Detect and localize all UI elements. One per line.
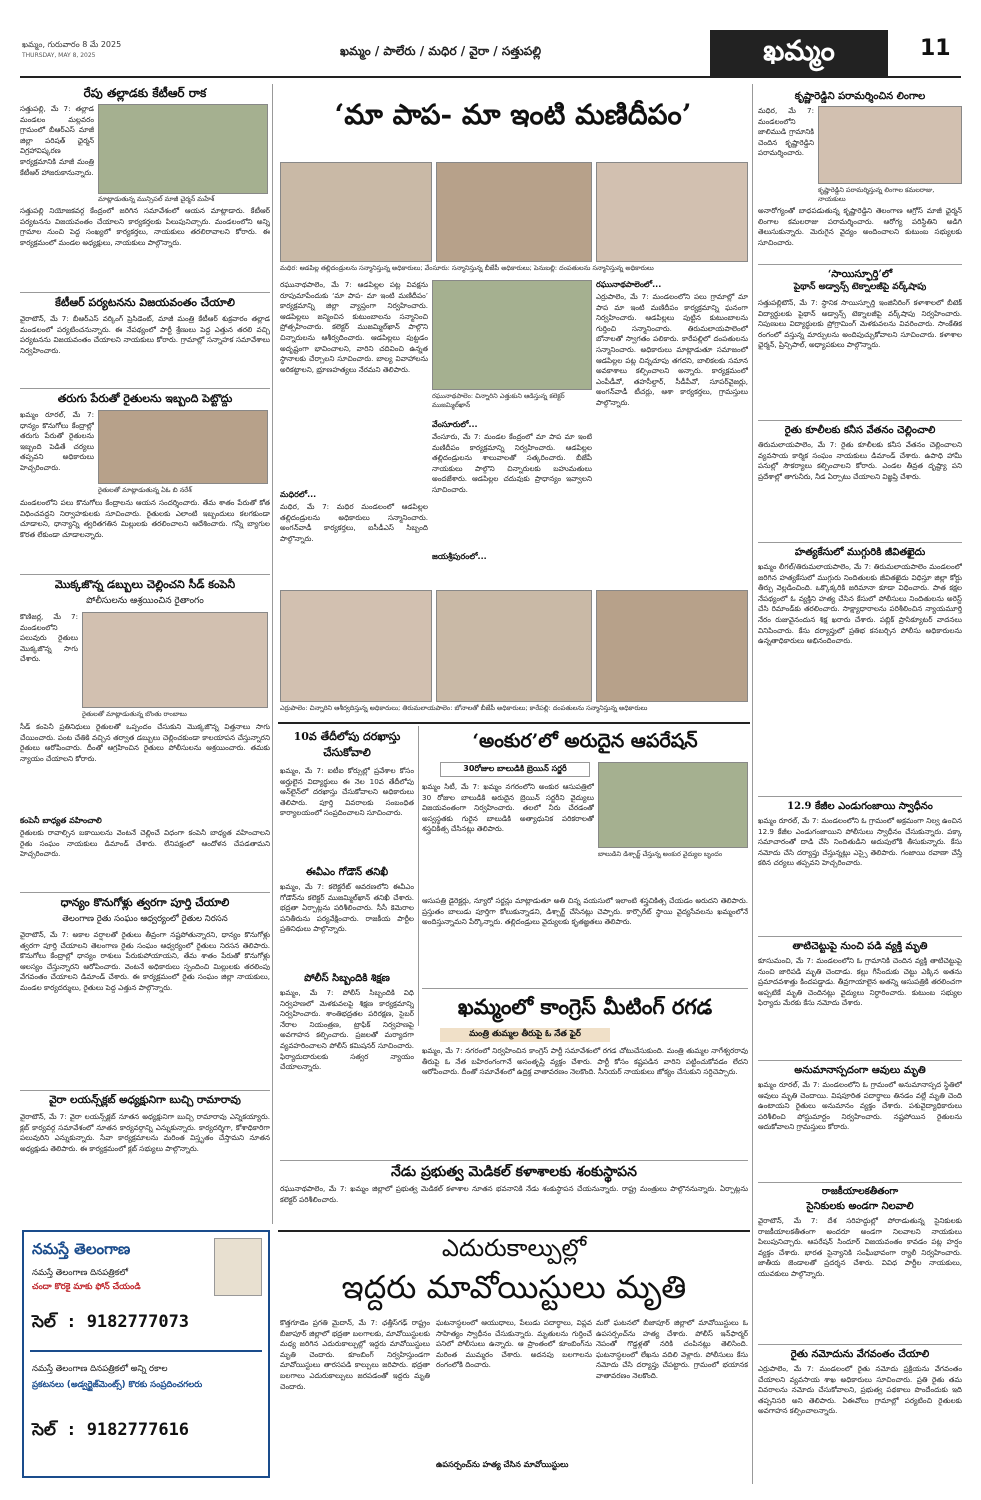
left-story-4-body-3: రైతులకు రావాల్సిన బకాయిలను వెంటనే చెల్లించే విధంగా కంపెనీ బాధ్యత వహించాలని రైతు సంఘం నాయకులు డిమాండ్ చేశారు. లేనిపక్షంలో ఆందోళన చేపడతామని హెచ్చరించారు. (20, 828, 270, 859)
left-story-1-caption: మాట్లాడుతున్న మున్సిపల్ మాజీ చైర్మన్ మహేశ్ (98, 195, 215, 203)
kicker-madhira: మధిరలో... (280, 490, 317, 499)
right-rule-2 (758, 420, 962, 421)
left-story-3-caption: రైతులతో మాట్లాడుతున్న ఏఓ బి నరేశ్ (98, 486, 192, 494)
header-places: ఖమ్మం / పాలేరు / మధిర / వైరా / సత్తుపల్లి (340, 44, 542, 58)
ad-line-2: చందా కొరకై మాకు ఫోన్ చేయండి (32, 1282, 141, 1292)
left-story-3-body: ఖమ్మం రూరల్, మే 7: ధాన్యం కొనుగోలు కేంద్రాల్లో తరుగు పేరుతో రైతులను ఇబ్బంది పెడితే చర్యలు తప్పవని అధికారులు హెచ్చరించారు. (20, 410, 94, 472)
left-story-2-title: కేటీఆర్ పర్యటనను విజయవంతం చేయాలి (55, 296, 235, 309)
right-rule-5 (758, 936, 962, 937)
right-story-7-title: అనుమానాస్పదంగా ఆవులు మృతి (794, 1065, 926, 1076)
right-story-9-body: ఎర్రుపాలెం, మే 7: మండలంలో రైతు నమోదు ప్రక్రియను వేగవంతం చేయాలని వ్యవసాయ శాఖ అధికారులు సూచించారు. ప్రతి రైతు తమ వివరాలను నమోదు చేసుకోవాలని, ప్రభుత్వ పథకాలు పొందేందుకు ఇది తప్పనిసరి అని తెలిపారు. ఏఈవోలు గ్రామాల్లో పర్యటించి రైతులకు అవగాహన కల్పించాలన్నారు. (758, 1364, 962, 1416)
lead-story-title: ‘మా పాప- మా ఇంటి మణిదీపం’ (334, 98, 692, 131)
right-story-5-title: 12.9 కేజీల ఎండుగంజాయి స్వాధీనం (787, 801, 933, 812)
congress-story-title: ఖమ్మంలో కాంగ్రెస్ మీటింగ్ రగడ (457, 994, 713, 1019)
lead-photo-6 (596, 590, 748, 702)
right-story-1-body: మధిర, మే 7: మండలంలోని జాలిముడి గ్రామానికి చెందిన కృష్ణారెడ్డిని పరామర్శించారు. (758, 106, 814, 158)
left-story-4-subtitle: పోలీసులను ఆశ్రయించిన రైతాంగం (86, 596, 204, 606)
dateline-english: THURSDAY, MAY 8, 2025 (22, 52, 96, 59)
left-story-6-title: వైరా లయన్స్‌క్లబ్ అధ్యక్షునిగా బుచ్చి రామారావు (49, 1094, 241, 1106)
maoist-story-title-line-2: ఇద్దరు మావోయిస్టులు మృతి (341, 1268, 687, 1306)
left-story-4-photo (82, 612, 268, 708)
maoist-story-body-col-1: కొత్తగూడెం ప్రగతి మైదాన్, మే 7: ఛత్తీస్‌గఢ్ రాష్ట్రం బీజాపూర్ జిల్లాలో భద్రతా బలగాలకు, మావోయిస్టులకు మధ్య జరిగిన ఎదురుకాల్పుల్లో ఇద్దరు మావోయిస్టులు మృతి చెందారు. కూంబింగ్ నిర్వహిస్తుండగా మావోయిస్టులు తారసపడి కాల్పులు జరిపారు. భద్రతా బలగాలు ఎదురుకాల్పులు జరపడంతో ఇద్దరు మృతి చెందారు. (280, 1318, 430, 1391)
ankura-photo-caption: బాలుడిని డిశ్చార్జ్ చేస్తున్న అంకుర వైద్యుల బృందం (598, 850, 723, 858)
center-col-rule (752, 84, 753, 1484)
lead-photo-center-caption: రఘునాథపాలెం: చిన్నారిని ఎత్తుకుని ఆడిస్తున్న కలెక్టర్ ముజమ్మిల్‌ఖాన్ (432, 392, 565, 409)
story-police-body: ఖమ్మం, మే 7: పోలీస్ సిబ్బందికి విధి నిర్వహణలో మెళకువలపై శిక్షణ కార్యక్రమాన్ని నిర్వహించారు. శాంతిభద్రతల పరిరక్షణ, సైబర్ నేరాల నియంత్రణ, ట్రాఫిక్ నిర్వహణపై అవగాహన కల్పించారు. ప్రజలతో మర్యాదగా వ్యవహరించాలని పోలీస్ కమిషనర్ సూచించారు. ఫిర్యాదుదారులకు సత్వర న్యాయం చేయాలన్నారు. (280, 988, 414, 1072)
ad-line-1: నమస్తే తెలంగాణ దినపత్రికలో (32, 1268, 128, 1278)
kicker-jayasripuram: జయశ్రీపురంలో... (432, 552, 487, 561)
left-story-1-title: రేపు తల్లాడకు కేటీఆర్ రాక (83, 86, 207, 100)
right-story-1-title: కృష్ణారెడ్డిని పరామర్శించిన లింగాల (794, 91, 926, 102)
left-story-5-title: ధాన్యం కొనుగోళ్లు త్వరగా పూర్తి చేయాలి (60, 896, 230, 909)
right-rule-8 (758, 1344, 962, 1345)
dateline: ఖమ్మం, గురువారం 8 మే 2025 (22, 40, 122, 49)
right-story-8-title-2: సైనికులకు అండగా నిలవాలి (806, 1201, 914, 1212)
right-story-6-body: కూసుమంచి, మే 7: మండలంలోని ఓ గ్రామానికి చెందిన వ్యక్తి తాటిచెట్టుపై నుంచి జారిపడి మృతి చెందాడు. కల్లు గీసేందుకు చెట్టు ఎక్కిన అతను ప్రమాదవశాత్తు కిందపడ్డాడు. తీవ్రగాయాలైన అతన్ని ఆసుపత్రికి తరలించగా అప్పటికే మృతి చెందినట్లు వైద్యులు నిర్ధారించారు. కుటుంబ సభ్యుల ఫిర్యాదు మేరకు కేసు నమోదు చేశారు. (758, 956, 962, 1008)
right-story-2-title-2: పైథాన్ అడ్వాన్స్ టెక్నాలజీపై వర్క్‌షాపు (793, 282, 927, 292)
right-story-8-body: వైరాటౌన్, మే 7: దేశ సరిహద్దుల్లో పోరాడుతున్న సైనికులకు రాజకీయాలకతీతంగా అందరూ అండగా నిలవాలని నాయకులు పిలుపునిచ్చారు. ఆపరేషన్ సిందూర్ విజయవంతం కావడం పట్ల హర్షం వ్యక్తం చేశారు. భారత సైన్యానికి సంఘీభావంగా ర్యాలీ నిర్వహించారు. జాతీయ జెండాలతో ప్రదర్శన చేశారు. వివిధ పార్టీల నాయకులు, యువకులు పాల్గొన్నారు. (758, 1216, 962, 1278)
ad-line-3: నమస్తే తెలంగాణ దినపత్రికలో అన్ని రకాల (32, 1364, 168, 1374)
kicker-raghunathapalem: రఘునాథపాలెంలో... (596, 280, 662, 289)
lead-photo-3 (596, 162, 748, 262)
right-rule-4 (758, 796, 962, 797)
maoist-story-body-col-2: ఘటనాస్థలంలో ఆయుధాలు, పేలుడు పదార్థాలు, విప్లవ సాహిత్యం స్వాధీనం చేసుకున్నారు. మృతులను గుర్తించే పనిలో పోలీసులు ఉన్నారు. ఆ ప్రాంతంలో కూంబింగ్‌ను మరింత ముమ్మరం చేశారు. అదనపు బలగాలను రంగంలోకి దించారు. (436, 1318, 592, 1370)
lead-caption-1: మధిర: ఆడపిల్ల తల్లిదండ్రులను సన్మానిస్తున్న అధికారులు; వేంసూరు: సన్మానిస్తున్న బీజేపీ అధికారులు; పెనుబల్లి: దంపతులను సన్మానిస్తున్న అధికారులు (280, 264, 654, 272)
center-rule-3 (280, 1160, 748, 1161)
ankura-photo (598, 762, 748, 848)
left-rule-1 (20, 292, 270, 293)
story-10th-title: 10వ తేదీలోపు దరఖాస్తు చేసుకోవాలి (293, 730, 401, 759)
ankura-story-subtitle: 30రోజుల బాలుడికి బ్రెయిన్ సర్జరీ (440, 762, 590, 777)
left-story-5-body: వైరాటౌన్, మే 7: అకాల వర్షాలతో రైతులు తీవ్రంగా నష్టపోతున్నారని, ధాన్యం కొనుగోళ్లు త్వరగా పూర్తి చేయాలని తెలంగాణ రైతు సంఘం ఆధ్వర్యంలో రైతులు నిరసన తెలిపారు. కొనుగోలు కేంద్రాల్లో ధాన్యం రాశులు పేరుకుపోయాయని, తేమ శాతం పేరుతో కొనుగోళ్లు ఆలస్యం చేస్తున్నారని ఆరోపించారు. వెంటనే అధికారులు స్పందించి మిల్లులకు తరలింపు వేగవంతం చేయాలని డిమాండ్ చేశారు. ఈ కార్యక్రమంలో రైతు సంఘం జిల్లా నాయకులు, మండల కార్యదర్శులు, రైతులు పెద్ద ఎత్తున పాల్గొన్నారు. (20, 930, 270, 992)
right-rule-1 (758, 264, 962, 265)
ankura-story-body: ఖమ్మం సిటీ, మే 7: ఖమ్మం నగరంలోని అంకుర ఆసుపత్రిలో 30 రోజుల బాలుడికి అరుదైన బ్రెయిన్ సర్జరీని వైద్యులు విజయవంతంగా నిర్వహించారు. తలలో నీరు చేరడంతో అస్వస్థతకు గురైన బాలుడికి అత్యాధునిక పరికరాలతో శస్త్రచికిత్స చేసినట్లు తెలిపారు. (422, 782, 594, 834)
right-story-1-photo (818, 106, 962, 184)
lead-body-col-1b: మధిర, మే 7: మధిర మండలంలో ఆడపిల్లల తల్లిదండ్రులను అధికారులు సన్మానించారు. అంగన్‌వాడీ కార్యకర్తలు, ఐసీడీఎస్ సిబ్బంది పాల్గొన్నారు. (280, 502, 428, 543)
story-evm-title: ఈవీఎం గోడౌన్ తనిఖీ (305, 867, 389, 878)
ad-newspaper-thumbnail (214, 1238, 262, 1296)
right-story-8-title-1: రాజకీయాలకతీతంగా (821, 1186, 899, 1197)
left-col-rule (272, 84, 273, 1224)
left-story-1-body: సత్తుపల్లి, మే 7: తల్లాడ మండలం మల్లవరం గ్రామంలో బీఆర్ఎస్ మాజీ జిల్లా పరిషత్ ఛైర్మన్ విగ్రహావిష్కరణ కార్యక్రమానికి మాజీ మంత్రి కేటీఆర్ హాజరుకానున్నారు. (20, 104, 94, 177)
maoist-story-body-col-3: మరో ఘటనలో బీజాపూర్ జిల్లాలో మావోయిస్టులు ఓ ఉపసర్పంచ్‌ను హత్య చేశారు. పోలీస్ ఇన్‌ఫార్మర్ నెపంతో గొడ్డళ్లతో నరికి చంపినట్లు తెలిసింది. ఘటనాస్థలంలో లేఖను వదిలి వెళ్లారు. పోలీసులు కేసు నమోదు చేసి దర్యాప్తు చేపట్టారు. గ్రామంలో భయానక వాతావరణం నెలకొంది. (596, 1318, 748, 1380)
lead-body-col-3: ఎర్రుపాలెం, మే 7: మండలంలోని పలు గ్రామాల్లో మా పాప మా ఇంటి మణిదీపం కార్యక్రమాన్ని ఘనంగా నిర్వహించారు. ఆడపిల్లలు పుట్టిన కుటుంబాలను గుర్తించి సన్మానించారు. తిరుమలాయపాలెంలో బోనాలతో స్వాగతం పలికారు. కారేపల్లిలో దంపతులను సన్మానించారు. అధికారులు మాట్లాడుతూ సమాజంలో ఆడపిల్లల పట్ల చిన్నచూపు తగదని, బాలికలకు సమాన అవకాశాలు కల్పించాలని అన్నారు. కార్యక్రమంలో ఎంపీడీవో, తహసీల్దార్, సీడీపీవో, సూపర్‌వైజర్లు, అంగన్‌వాడీ టీచర్లు, ఆశా కార్యకర్తలు, గ్రామస్తులు పాల్గొన్నారు. (596, 292, 748, 407)
right-story-5-body: ఖమ్మం రూరల్, మే 7: మండలంలోని ఓ గ్రామంలో అక్రమంగా నిల్వ ఉంచిన 12.9 కేజీల ఎండుగంజాయిని పోలీసులు స్వాధీనం చేసుకున్నారు. పక్కా సమాచారంతో దాడి చేసి నిందితుడిని అదుపులోకి తీసుకున్నారు. కేసు నమోదు చేసి దర్యాప్తు చేస్తున్నట్లు ఎస్సై తెలిపారు. గంజాయి రవాణా చేస్తే కఠిన చర్యలు తప్పవని హెచ్చరించారు. (758, 816, 962, 868)
left-story-1-body-2: సత్తుపల్లి నియోజకవర్గ కేంద్రంలో జరిగిన సమావేశంలో ఆయన మాట్లాడారు. కేటీఆర్ పర్యటనను విజయవంతం చేయాలని కార్యకర్తలకు పిలుపునిచ్చారు. మండలంలోని అన్ని గ్రామాల నుంచి పెద్ద సంఖ్యలో కార్యకర్తలు, నాయకులు తరలిరావాలని కోరారు. ఈ కార్యక్రమంలో మండల అధ్యక్షులు, నాయకులు పాల్గొన్నారు. (20, 206, 270, 247)
right-story-6-title: తాటిచెట్టుపై నుంచి పడి వ్యక్తి మృతి (792, 941, 928, 952)
right-story-7-body: ఖమ్మం రూరల్, మే 7: మండలంలోని ఓ గ్రామంలో అనుమానాస్పద స్థితిలో ఆవులు మృతి చెందాయి. విషపూరిత పదార్థాలు తినడం వల్లే మృతి చెంది ఉంటాయని రైతులు అనుమానం వ్యక్తం చేశారు. పశువైద్యాధికారులు పరిశీలించి పోస్టుమార్టం నిర్వహించారు. నష్టపోయిన రైతులను ఆదుకోవాలని గ్రామస్తులు కోరారు. (758, 1080, 962, 1132)
right-rule-7 (758, 1182, 962, 1183)
left-story-2-body: వైరాటౌన్, మే 7: బీఆర్ఎస్ వర్కింగ్ ప్రెసిడెంట్, మాజీ మంత్రి కేటీఆర్ శుక్రవారం తల్లాడ మండలంలో పర్యటించనున్నారు. ఈ నేపథ్యంలో పార్టీ శ్రేణులు పెద్ద ఎత్తున తరలి వచ్చి పర్యటనను విజయవంతం చేయాలని నాయకులు కోరారు. గ్రామాల్లో సన్నాహక సమావేశాలు నిర్వహించారు. (20, 314, 270, 355)
section-label (710, 30, 888, 76)
center-rule-4 (278, 1230, 750, 1232)
maoist-kicker: ఉపసర్పంచ్‌ను హత్య చేసిన మావోయిస్టులు (436, 1460, 569, 1469)
right-story-3-body: తిరుమలాయపాలెం, మే 7: రైతు కూలీలకు కనీస వేతనం చెల్లించాలని వ్యవసాయ కార్మిక సంఘం నాయకులు డిమాండ్ చేశారు. ఉపాధి హామీ పనుల్లో సౌకర్యాలు కల్పించాలని కోరారు. ఎండల తీవ్రత దృష్ట్యా పని ప్రదేశాల్లో తాగునీరు, నీడ ఏర్పాటు చేయాలని విజ్ఞప్తి చేశారు. (758, 440, 962, 481)
right-story-3-title: రైతు కూలీలకు కనీస వేతనం చెల్లించాలి (784, 425, 936, 436)
left-story-4-body-2: సీడ్ కంపెనీ ప్రతినిధులు రైతులతో ఒప్పందం చేసుకుని మొక్కజొన్న విత్తనాలు సాగు చేయించారు. పంట చేతికి వచ్చిన తర్వాత డబ్బులు చెల్లించకుండా కాలయాపన చేస్తున్నారని రైతులు ఆరోపించారు. దీంతో ఆగ్రహించిన రైతులు పోలీసులను ఆశ్రయించారు. తమకు న్యాయం చేయాలని కోరారు. (20, 722, 270, 763)
congress-story-subtitle: మంత్రి తుమ్మల తీరుపై ఓ నేత ఫైర్ (440, 1028, 610, 1042)
subscription-advertisement (22, 1230, 270, 1478)
left-story-3-title: తరుగు పేరుతో రైతులను ఇబ్బంది పెట్టొద్దు (57, 392, 233, 405)
ankura-story-body-2: ఆసుపత్రి డైరెక్టర్లు, న్యూరో సర్జన్లు మాట్లాడుతూ అతి చిన్న వయసులో ఇలాంటి శస్త్రచికిత్స చేయడం అరుదని తెలిపారు. ప్రస్తుతం బాలుడు పూర్తిగా కోలుకున్నాడని, డిశ్చార్జ్ చేసినట్లు చెప్పారు. కార్పొరేట్ స్థాయి వైద్యసేవలను ఖమ్మంలోనే అందిస్తున్నామని పేర్కొన్నారు. తల్లిదండ్రులు వైద్యులకు కృతజ్ఞతలు తెలిపారు. (422, 896, 748, 927)
left-story-3-photo (98, 410, 268, 484)
medical-college-title: నేడు ప్రభుత్వ మెడికల్ కళాశాలకు శంకుస్థాపన (391, 1164, 637, 1180)
ad-line-4: ప్రకటనలు (అడ్వర్టైజ్‌మెంట్స్) కొరకు సంప్రదించగలరు (32, 1380, 203, 1390)
story-10th-body: ఖమ్మం, మే 7: ఐటీఐ కోర్సుల్లో ప్రవేశాల కోసం అర్హులైన విద్యార్థులు ఈ నెల 10వ తేదీలోపు ఆన్‌లైన్‌లో దరఖాస్తు చేసుకోవాలని అధికారులు తెలిపారు. పూర్తి వివరాలకు సంబంధిత కార్యాలయంలో సంప్రదించాలని సూచించారు. (280, 766, 414, 818)
congress-story-body: ఖమ్మం, మే 7: నగరంలో నిర్వహించిన కాంగ్రెస్ పార్టీ సమావేశంలో రగడ చోటుచేసుకుంది. మంత్రి తుమ్మల నాగేశ్వరరావు తీరుపై ఓ నేత బహిరంగంగానే అసంతృప్తి వ్యక్తం చేశారు. పార్టీ కోసం కష్టపడిన వారిని పట్టించుకోవడం లేదని ఆరోపించారు. దీంతో సమావేశంలో ఉద్రిక్త వాతావరణం నెలకొంది. సీనియర్ నాయకులు జోక్యం చేసుకుని సర్దిచెప్పారు. (422, 1046, 748, 1077)
kicker-vemsoor: వేంసూరులో... (432, 420, 478, 429)
ad-phone-1[interactable]: సెల్ : 9182777073 (32, 1312, 190, 1332)
maoist-story-title-line-1: ఎదురుకాల్పుల్లో (441, 1234, 587, 1262)
lead-photo-5 (436, 590, 592, 702)
lead-photo-1 (280, 162, 432, 262)
section-name: ఖమ్మం (763, 34, 835, 67)
left-story-1-photo (98, 104, 268, 194)
page-number: 11 (920, 36, 951, 61)
lead-body-col-2: వేంసూరు, మే 7: మండల కేంద్రంలో మా పాప మా ఇంటి మణిదీపం కార్యక్రమాన్ని నిర్వహించారు. ఆడపిల్లల తల్లిదండ్రులను శాలువాలతో సత్కరించారు. బీజేపీ నాయకులు పాల్గొని చిన్నారులకు బహుమతులు అందజేశారు. ఆడపిల్లల చదువుకు ప్రాధాన్యం ఇవ్వాలని సూచించారు. (432, 432, 592, 494)
lead-caption-2: ఎర్రుపాలెం: చిన్నారిని ఆశీర్వదిస్తున్న అధికారులు; తిరుమలాయపాలెం: బోనాలతో బీజేపీ అధికారులు; కారేపల్లి: దంపతులను సన్మానిస్తున్న అధికారులు (280, 704, 648, 712)
left-story-4-body: కొణిజర్ల, మే 7: మండలంలోని పలువురు రైతులు మొక్కజొన్న సాగు చేశారు. (20, 612, 78, 664)
medical-college-body: రఘునాథపాలెం, మే 7: ఖమ్మం జిల్లాలో ప్రభుత్వ మెడికల్ కళాశాల నూతన భవనానికి నేడు శంకుస్థాపన చేయనున్నారు. రాష్ట్ర మంత్రులు పాల్గొననున్నారు. ఏర్పాట్లను కలెక్టర్ పరిశీలించారు. (280, 1184, 748, 1204)
story-evm-body: ఖమ్మం, మే 7: కలెక్టరేట్ ఆవరణలోని ఈవీఎం గోడౌన్‌ను కలెక్టర్ ముజమ్మిల్‌ఖాన్ తనిఖీ చేశారు. భద్రతా ఏర్పాట్లను పరిశీలించారు. సీసీ కెమెరాల పనితీరును పర్యవేక్షించారు. రాజకీయ పార్టీల ప్రతినిధులు పాల్గొన్నారు. (280, 882, 414, 934)
right-story-2-body: సత్తుపల్లిటౌన్, మే 7: స్థానిక సాయిస్ఫూర్తి ఇంజినీరింగ్ కళాశాలలో బీటెక్ విద్యార్థులకు పైథాన్ అడ్వాన్స్ టెక్నాలజీపై వర్క్‌షాపు నిర్వహించారు. నిపుణులు విద్యార్థులకు ప్రోగ్రామింగ్ మెళకువలను వివరించారు. సాంకేతిక రంగంలో వస్తున్న మార్పులను అందిపుచ్చుకోవాలని సూచించారు. కళాశాల ఛైర్మన్, ప్రిన్సిపాల్, అధ్యాపకులు పాల్గొన్నారు. (758, 298, 962, 350)
ad-phone-2[interactable]: సెల్ : 9182777616 (32, 1420, 190, 1440)
left-story-6-body: వైరాటౌన్, మే 7: వైరా లయన్స్‌క్లబ్ నూతన అధ్యక్షునిగా బుచ్చి రామారావు ఎన్నికయ్యారు. క్లబ్ కార్యవర్గ సమావేశంలో నూతన కార్యవర్గాన్ని ఎన్నుకున్నారు. కార్యదర్శిగా, కోశాధికారిగా పలువురిని ఎన్నుకున్నారు. సేవా కార్యక్రమాలను మరింత విస్తృతం చేస్తామని నూతన అధ్యక్షుడు తెలిపారు. ఈ కార్యక్రమంలో క్లబ్ సభ్యులు పాల్గొన్నారు. (20, 1112, 270, 1153)
left-story-4-caption: రైతులతో మాట్లాడుతున్న బొంతు రాంబాబు (82, 710, 187, 718)
left-rule-5 (20, 1090, 270, 1091)
right-story-4-body: ఖమ్మం లీగల్/తిరుమలాయపాలెం, మే 7: తిరుమలాయపాలెం మండలంలో జరిగిన హత్యకేసులో ముగ్గురు నిందితులకు జీవితఖైదు విధిస్తూ జిల్లా కోర్టు తీర్పు వెల్లడించింది. ఒక్కొక్కరికి జరిమానా కూడా విధించారు. పాత కక్షల నేపథ్యంలో ఓ వ్యక్తిని హత్య చేసిన కేసులో పోలీసులు నిందితులను అరెస్ట్ చేసి రిమాండ్‌కు తరలించారు. సాక్ష్యాధారాలను పరిశీలించిన న్యాయమూర్తి నేరం రుజువైనందున శిక్ష ఖరారు చేశారు. పబ్లిక్ ప్రాసిక్యూటర్ వాదనలు వినిపించారు. కేసు దర్యాప్తులో ప్రతిభ కనబర్చిన పోలీసు అధికారులను ఉన్నతాధికారులు అభినందించారు. (758, 562, 962, 646)
lead-photo-2 (436, 162, 592, 262)
right-rule-6 (758, 1060, 962, 1061)
right-story-4-title: హత్యకేసులో ముగ్గురికి జీవితఖైదు (794, 547, 926, 558)
left-rule-2 (20, 388, 270, 389)
right-story-1-caption: కృష్ణారెడ్డిని పరామర్శిస్తున్న లింగాల కమలరాజు, నాయకులు (818, 186, 935, 203)
left-story-4-title: మొక్కజొన్న డబ్బులు చెల్లించని సీడ్ కంపెనీ (54, 578, 236, 591)
story-police-title: పోలీస్ సిబ్బందికి శిక్షణ (304, 973, 390, 984)
left-story-5-subtitle: తెలంగాణ రైతు సంఘం ఆధ్వర్యంలో రైతుల నిరసన (62, 914, 228, 924)
ad-brand-logo: నమస్తే తెలంగాణ (32, 1240, 131, 1258)
left-rule-4 (20, 892, 270, 893)
right-story-9-title: రైతు నమోదును వేగవంతం చేయాలి (790, 1349, 930, 1360)
lead-photo-4 (280, 590, 432, 702)
left-story-4-kicker: కంపెనీ బాధ్యత వహించాలి (20, 816, 102, 825)
right-story-2-title-1: ‘సాయిస్ఫూర్తి’లో (827, 269, 893, 280)
center-rule-2 (422, 988, 748, 989)
center-rule-1 (278, 722, 750, 724)
left-story-3-body-2: మండలంలోని పలు కొనుగోలు కేంద్రాలను ఆయన సందర్శించారు. తేమ శాతం పేరుతో కోత విధించవద్దని నిర్వాహకులకు సూచించారు. రైతులకు ఎలాంటి ఇబ్బందులు కలగకుండా చూడాలని, ధాన్యాన్ని త్వరితగతిన మిల్లులకు తరలించాలని ఆదేశించారు. గన్నీ బ్యాగుల కొరత లేకుండా చూడాలన్నారు. (20, 498, 270, 539)
lead-photo-center (432, 280, 592, 390)
ad-divider (30, 1350, 262, 1352)
right-rule-3 (758, 542, 962, 543)
ankura-story-title: ‘అంకుర’లో అరుదైన ఆపరేషన్ (472, 730, 698, 752)
right-story-1-body-2: అనారోగ్యంతో బాధపడుతున్న కృష్ణారెడ్డిని తెలంగాణ ఆగ్రోస్ మాజీ ఛైర్మన్ లింగాల కమలరాజు పరామర్శించారు. ఆరోగ్య పరిస్థితిని అడిగి తెలుసుకున్నారు. మెరుగైన వైద్యం అందించాలని కుటుంబ సభ్యులకు సూచించారు. (758, 206, 962, 247)
page-header (20, 30, 961, 78)
left-rule-3 (20, 574, 270, 575)
center-sub-rule (418, 726, 419, 1026)
lead-body-col-1: రఘునాథపాలెం, మే 7: ఆడపిల్లల పట్ల వివక్షను రూపుమాపేందుకు ‘మా పాప- మా ఇంటి మణిదీపం’ కార్యక్రమాన్ని జిల్లా వ్యాప్తంగా నిర్వహించారు. ఆడపిల్లలు జన్మించిన కుటుంబాలను సన్మానించి ప్రోత్సహించారు. కలెక్టర్ ముజమ్మిల్‌ఖాన్ పాల్గొని చిన్నారులను ఆశీర్వదించారు. ఆడపిల్లలు పుట్టడం అదృష్టంగా భావించాలని, వారిని చదివించి ఉన్నత స్థానాలకు చేర్చాలని సూచించారు. బాల్య వివాహాలను అరికట్టాలని, భ్రూణహత్యలు నేరమని తెలిపారు. (280, 280, 428, 374)
